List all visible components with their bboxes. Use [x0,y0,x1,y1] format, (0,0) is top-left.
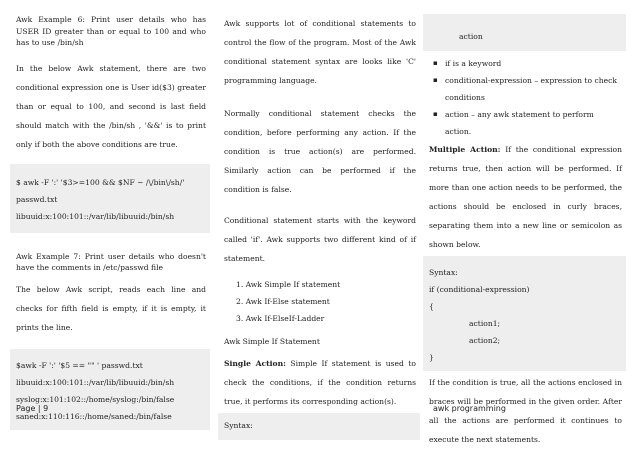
list-item: ▪ action – any awk statement to perform action. [445,106,622,140]
syntax-line: { [429,302,434,311]
single-action-label: Single Action: [224,359,286,368]
action-block [423,14,626,51]
syntax-line: Syntax: [429,268,458,277]
multiple-action-paragraph [429,140,622,254]
multiple-action-text: If the conditional expression returns true, then action will be performed. If more than one action needs to be performed, the actions should be enclosed in curly braces, separating them into a new line or semicolon as shown below. [429,145,622,249]
code-line: saned:x:110:116::/home/saned:/bin/false [16,411,172,421]
list-item: 1. Awk Simple If statement [236,280,341,289]
example-6-heading: Awk Example 6: Print user details who has USER ID greater than or equal to 100 and who has to use /bin/sh [16,15,206,47]
list-item: ▪ if is a keyword [445,55,622,72]
syntax-line: action2; [469,336,501,345]
normal-paragraph: Normally conditional statement checks the condition, before performing any action. If the condition is true action(s) are performed. Similarly action can be performed if the condition is false. [224,109,416,194]
after-paragraph: If the condition is true, all the actions enclosed in braces will be performed in the given order. After all the actions are performed it continues to execute the next statements. [429,378,622,444]
column-2 [224,14,416,440]
code-line: libuuid:x:100:101::/var/lib/libuuid:/bin/sh [16,377,175,387]
column-3 [429,14,622,449]
example-6-code-block [10,164,210,233]
syntax-label: Syntax: [224,421,253,430]
single-action-text: Simple If statement is used to check the conditions, if the condition returns true, it performs its corresponding action(s). [224,359,416,406]
code-line: libuuid:x:100:101::/var/lib/libuuid:/bin/sh [16,211,175,221]
starts-paragraph: Conditional statement starts with the keyword called 'if'. Awk supports two different kind of if statement. [224,216,416,263]
syntax-line: } [429,353,434,362]
intro-paragraph: Awk supports lot of conditional statements to control the flow of the program. Most of the Awk conditional statement syntax are looks like 'C' programming language. [224,19,416,85]
multiple-action-label: Multiple Action: [429,145,501,154]
example-7-description: The below Awk script, reads each line and checks for fifth field is empty, if it is empty, it prints the line. [16,284,206,332]
example-7-heading: Awk Example 7: Print user details who doesn't have the comments in /etc/passwd file [16,251,206,272]
if-types-list [224,276,416,327]
code-line: syslog:x:101:102::/home/syslog:/bin/false [16,394,175,404]
syntax-block [218,413,420,440]
action-word: action [459,32,483,41]
page-number: Page | 9 [16,404,49,413]
multiple-syntax-block [423,256,626,371]
document-title: awk programming [433,404,506,413]
column-1 [16,14,206,430]
code-line: $awk -F ':' '$5 == "" ' passwd.txt [16,360,143,370]
list-item: 2. Awk If-Else statement [236,297,330,306]
single-action-paragraph [224,354,416,411]
syntax-line: if (conditional-expression) [429,285,530,294]
list-item: 3. Awk If-ElseIf-Ladder [236,314,325,323]
list-item: ▪ conditional-expression – expression to check conditions [445,72,622,106]
code-line: $ awk -F ':' '$3>=100 && $NF ~ /\/bin\/sh/' passwd.txt [16,177,185,204]
syntax-line: action1; [469,319,501,328]
syntax-bullets [429,55,622,140]
example-7-code-block [10,349,210,430]
simple-if-heading: Awk Simple If Statement [224,337,320,346]
example-6-description: In the below Awk statement, there are two conditional expression one is User id($3) greater than or equal to 100, and second is last field should match with the /bin/sh , '&&' is to print only if both the above conditions are true. [16,63,206,149]
